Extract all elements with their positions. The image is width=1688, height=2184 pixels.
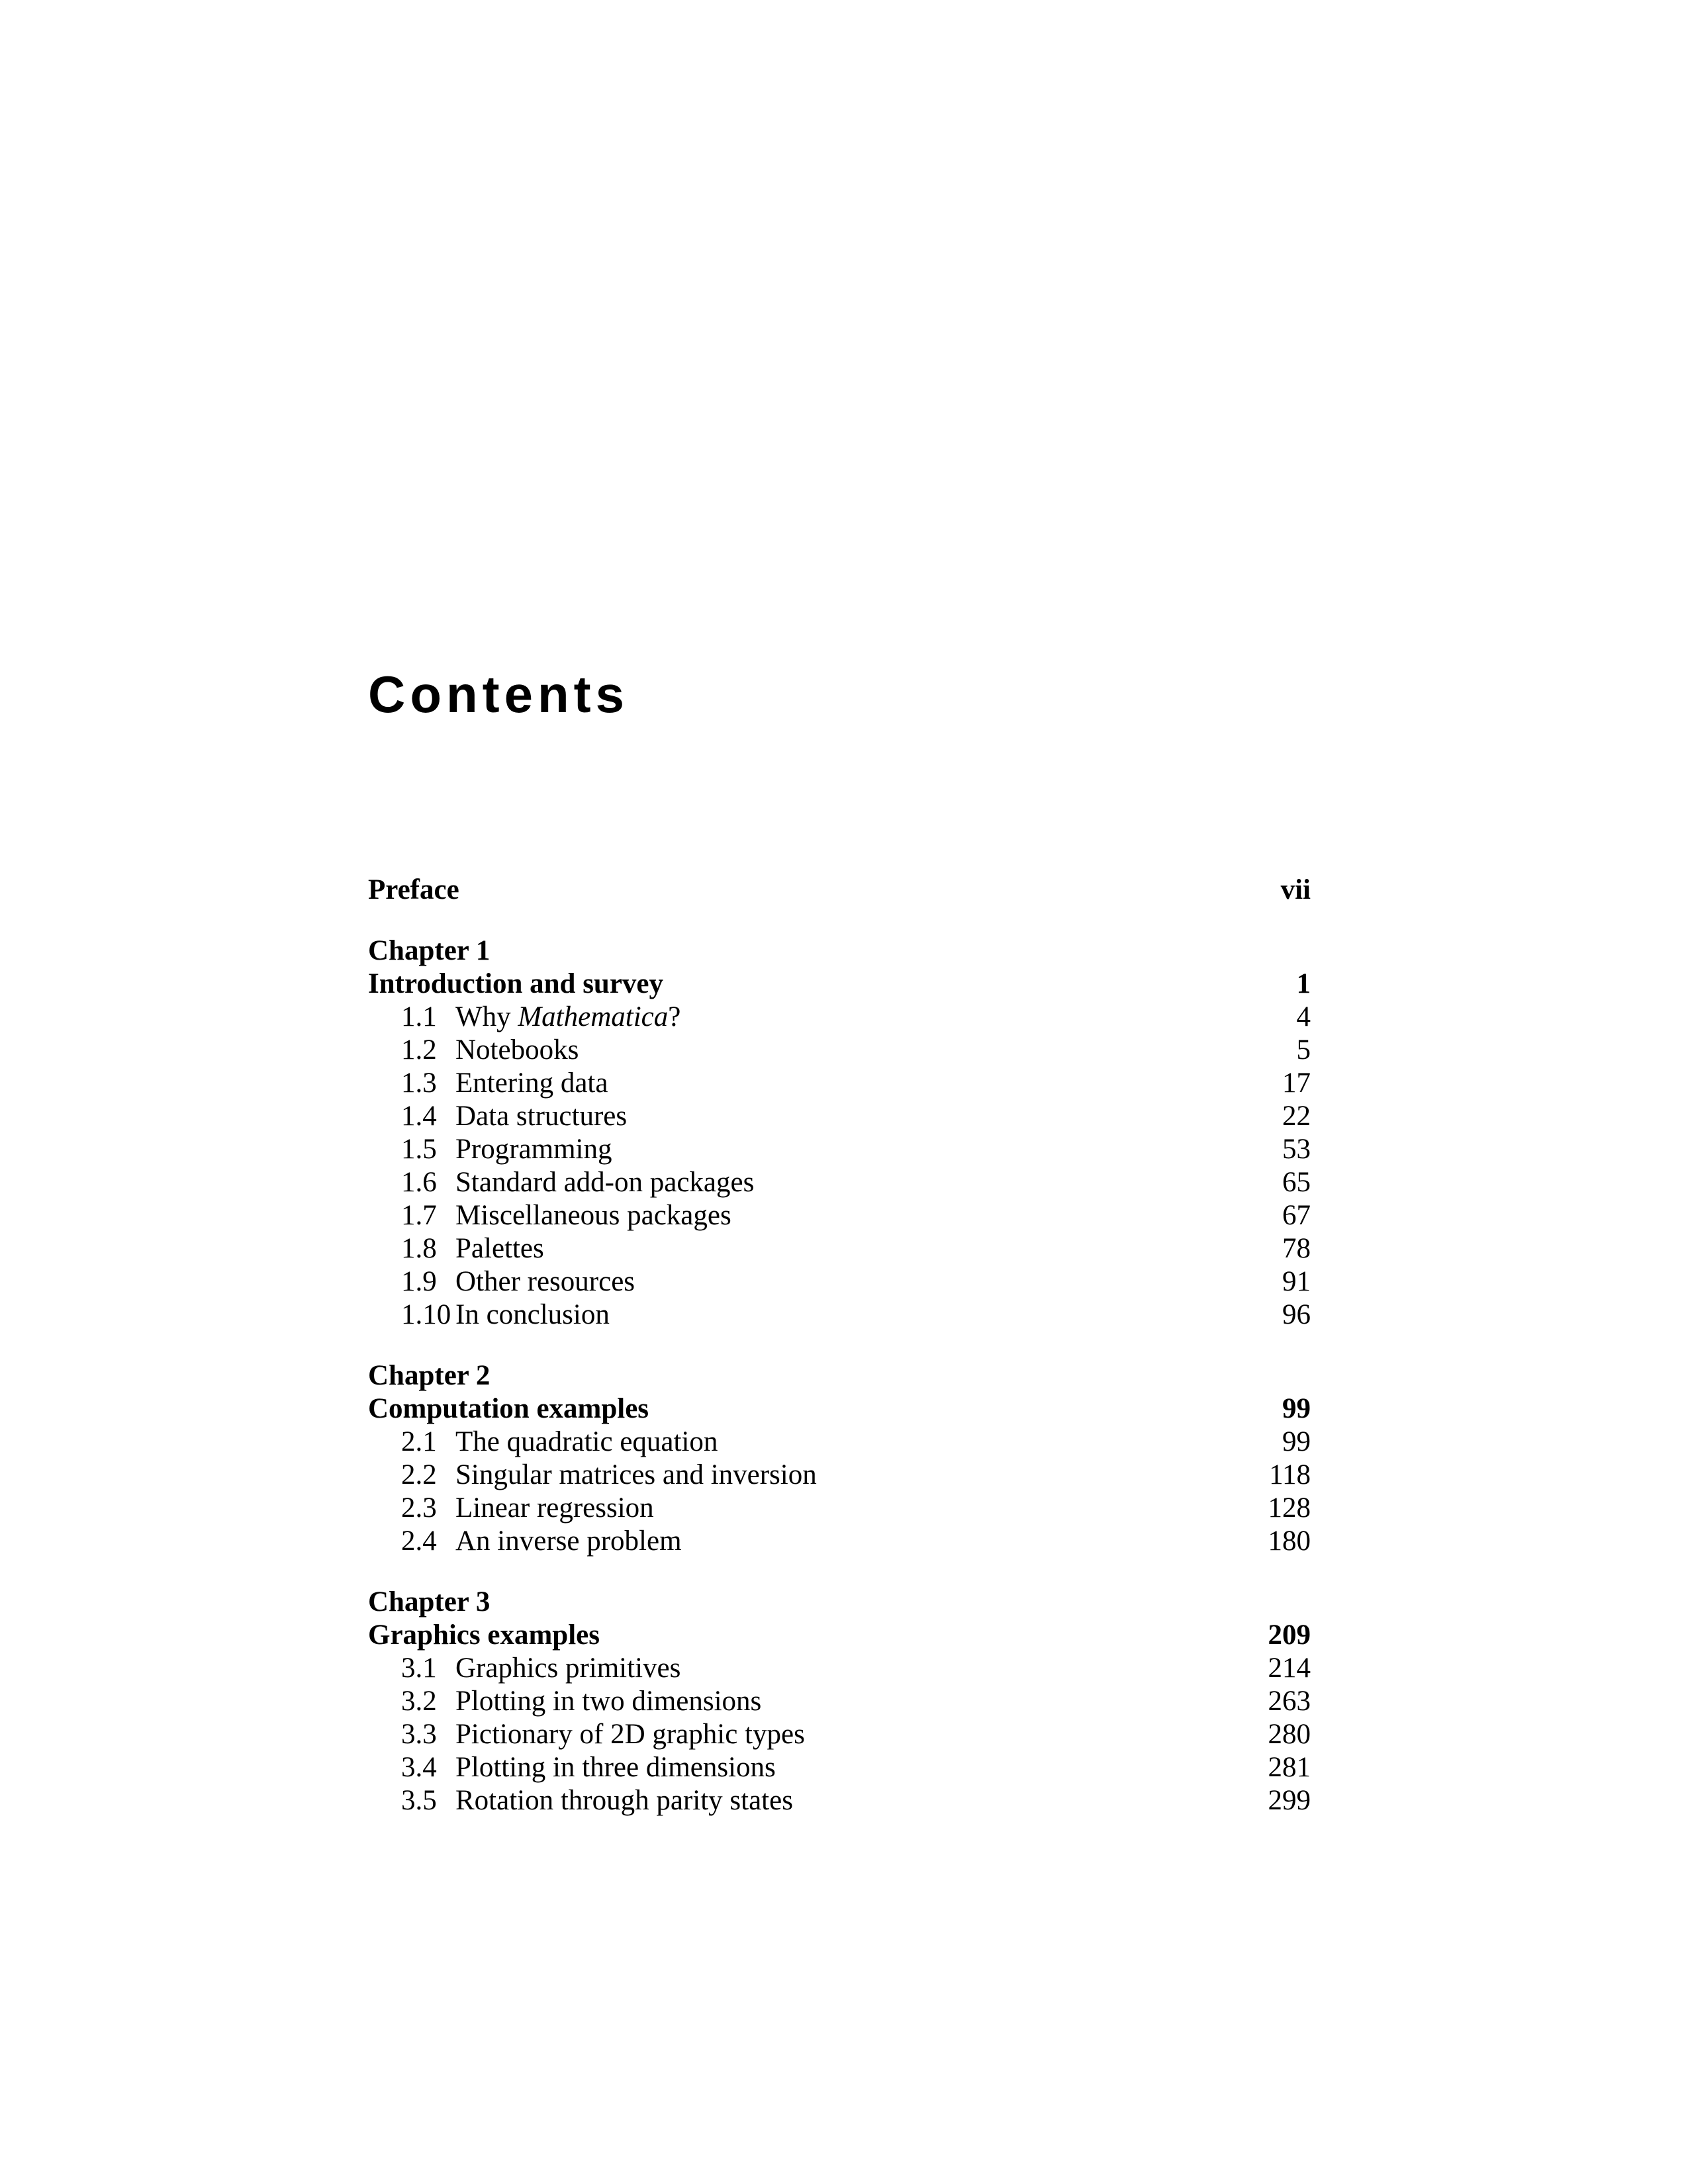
section-title: Programming [455,1134,612,1165]
section-entry [401,1784,793,1817]
section-entry [401,1265,635,1298]
chapter-title: Introduction and survey [368,968,664,999]
section-title-post: ? [668,1001,681,1032]
chapter-title: Computation examples [368,1393,649,1424]
section-number: 1.2 [401,1034,437,1066]
toc-preface-page: vii [1280,874,1311,905]
section-row[interactable] [368,1034,1311,1067]
chapter-heading [368,1359,1311,1392]
chapter-heading-label: Chapter 3 [368,1586,491,1617]
chapter-heading [368,1586,1311,1619]
section-title: Other resources [455,1266,635,1297]
section-title: Rotation through parity states [455,1785,793,1816]
section-page: 22 [1282,1101,1311,1132]
section-page: 67 [1282,1200,1311,1231]
section-number: 1.1 [401,1001,437,1032]
chapter-spacer [368,1558,1311,1586]
section-row[interactable] [368,1133,1311,1166]
section-title: Notebooks [455,1034,579,1066]
section-entry [401,1034,579,1067]
section-entry [401,1459,817,1492]
toc-preface-row[interactable] [368,874,1311,907]
chapter-page: 209 [1268,1619,1311,1651]
chapter-title-row[interactable] [368,968,1311,1001]
section-number: 2.2 [401,1459,437,1490]
section-title: Entering data [455,1068,608,1099]
section-entry [401,1199,731,1232]
section-title: Singular matrices and inversion [455,1459,817,1490]
table-of-contents [368,874,1311,1817]
section-row[interactable] [368,1685,1311,1718]
section-number: 1.3 [401,1068,437,1099]
section-title-italic: Mathematica [518,1001,669,1032]
section-page: 118 [1269,1459,1311,1490]
section-page: 99 [1282,1426,1311,1457]
section-entry [401,1492,654,1525]
section-title: Pictionary of 2D graphic types [455,1719,805,1750]
section-title: The quadratic equation [455,1426,718,1457]
section-page: 78 [1282,1233,1311,1264]
section-entry [401,1426,718,1459]
section-row[interactable] [368,1298,1311,1332]
section-number: 1.9 [401,1266,437,1297]
section-page: 53 [1282,1134,1311,1165]
section-number: 1.8 [401,1233,437,1264]
section-entry [401,1133,612,1166]
section-number: 1.10 [401,1299,451,1330]
chapter-title-row[interactable] [368,1392,1311,1426]
section-row[interactable] [368,1751,1311,1784]
section-row[interactable] [368,1459,1311,1492]
section-row[interactable] [368,1265,1311,1298]
section-row[interactable] [368,1492,1311,1525]
section-number: 2.1 [401,1426,437,1457]
section-page: 299 [1268,1785,1311,1816]
section-page: 180 [1268,1525,1311,1557]
section-number: 2.4 [401,1525,437,1557]
section-number: 1.7 [401,1200,437,1231]
section-title: Linear regression [455,1492,654,1524]
section-entry [401,1232,544,1265]
toc-preface-label: Preface [368,874,459,905]
section-page: 91 [1282,1266,1311,1297]
chapter-heading [368,934,1311,968]
section-row[interactable] [368,1718,1311,1751]
section-row[interactable] [368,1199,1311,1232]
section-title: An inverse problem [455,1525,682,1557]
section-number: 1.4 [401,1101,437,1132]
section-row[interactable] [368,1166,1311,1199]
section-page: 4 [1296,1001,1311,1032]
section-entry [401,1751,776,1784]
section-number: 3.1 [401,1653,437,1684]
section-entry [401,1067,608,1100]
section-page: 214 [1268,1653,1311,1684]
section-page: 281 [1268,1752,1311,1783]
section-title: In conclusion [455,1299,610,1330]
chapter-title: Graphics examples [368,1619,600,1651]
section-row[interactable] [368,1426,1311,1459]
section-title: Graphics primitives [455,1653,681,1684]
chapter-title-row[interactable] [368,1619,1311,1652]
chapter-spacer [368,1332,1311,1359]
section-row[interactable] [368,1525,1311,1558]
section-number: 1.6 [401,1167,437,1198]
chapter-page: 1 [1296,968,1311,999]
section-page: 280 [1268,1719,1311,1750]
section-title: Standard add-on packages [455,1167,755,1198]
section-row[interactable] [368,1784,1311,1817]
section-page: 5 [1296,1034,1311,1066]
section-row[interactable] [368,1232,1311,1265]
section-title: Plotting in two dimensions [455,1686,762,1717]
section-number: 1.5 [401,1134,437,1165]
section-page: 96 [1282,1299,1311,1330]
section-page: 17 [1282,1068,1311,1099]
section-title: Plotting in three dimensions [455,1752,776,1783]
section-entry [401,1166,754,1199]
page-title: Contents [368,665,629,723]
section-page: 128 [1268,1492,1311,1524]
section-entry [401,1100,627,1133]
section-page: 263 [1268,1686,1311,1717]
section-entry [401,1525,682,1558]
section-title: Palettes [455,1233,544,1264]
section-row[interactable] [368,1001,1311,1034]
section-entry [401,1718,805,1751]
section-entry [401,1685,761,1718]
section-entry [401,1652,680,1685]
section-number: 3.4 [401,1752,437,1783]
section-title: Data structures [455,1101,628,1132]
section-entry [401,1298,610,1332]
chapter-heading-label: Chapter 2 [368,1360,491,1391]
toc-chapters [368,907,1311,1817]
section-row[interactable] [368,1652,1311,1685]
section-number: 3.2 [401,1686,437,1717]
section-row[interactable] [368,1067,1311,1100]
section-entry [401,1001,680,1034]
section-number: 2.3 [401,1492,437,1524]
section-number: 3.5 [401,1785,437,1816]
chapter-spacer [368,907,1311,934]
section-number: 3.3 [401,1719,437,1750]
section-page: 65 [1282,1167,1311,1198]
chapter-heading-label: Chapter 1 [368,935,491,966]
section-row[interactable] [368,1100,1311,1133]
chapter-page: 99 [1282,1393,1311,1424]
section-title: Miscellaneous packages [455,1200,731,1231]
section-title-pre: Why [455,1001,518,1032]
